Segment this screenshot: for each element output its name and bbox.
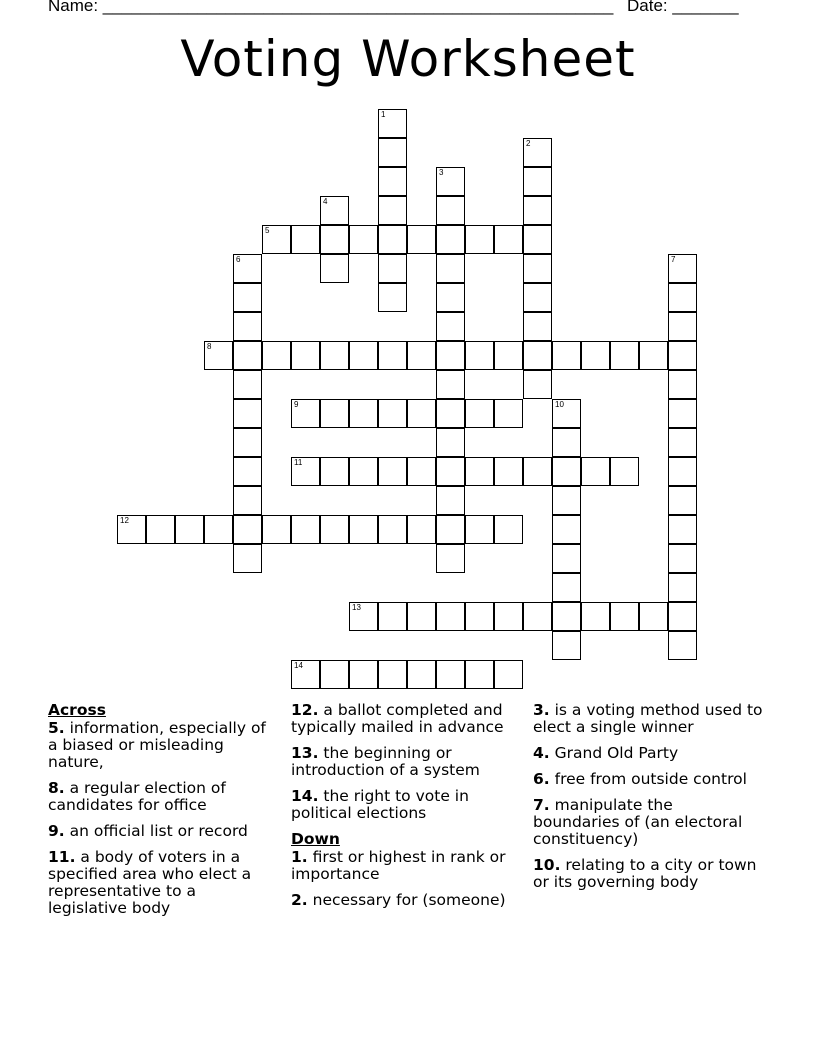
crossword-cell[interactable] <box>668 486 697 515</box>
crossword-cell[interactable] <box>320 225 349 254</box>
crossword-cell[interactable] <box>668 341 697 370</box>
clue-across-11 <box>48 849 278 917</box>
crossword-cell[interactable] <box>378 341 407 370</box>
cell-number: 4 <box>323 197 328 206</box>
crossword-cell[interactable] <box>262 341 291 370</box>
crossword-cell[interactable] <box>407 602 436 631</box>
crossword-cell[interactable] <box>436 254 465 283</box>
crossword-cell[interactable] <box>581 602 610 631</box>
crossword-cell[interactable] <box>436 283 465 312</box>
clue-number: 13. <box>291 744 319 762</box>
clue-number: 8. <box>48 779 65 797</box>
crossword-cell[interactable] <box>233 486 262 515</box>
crossword-cell[interactable] <box>291 399 320 428</box>
clue-across-14 <box>291 788 521 822</box>
crossword-cell[interactable] <box>407 660 436 689</box>
crossword-cell[interactable] <box>204 341 233 370</box>
down-heading: Down <box>291 830 340 848</box>
clue-down-7 <box>533 797 763 848</box>
crossword-cell[interactable] <box>552 631 581 660</box>
crossword-cell[interactable] <box>494 341 523 370</box>
crossword-cell[interactable] <box>378 109 407 138</box>
crossword-cell[interactable] <box>378 283 407 312</box>
crossword-cell[interactable] <box>552 428 581 457</box>
crossword-cell[interactable] <box>465 457 494 486</box>
crossword-cell[interactable] <box>320 254 349 283</box>
crossword-cell[interactable] <box>668 602 697 631</box>
clue-text: a ballot completed and typically mailed in advance <box>291 701 504 736</box>
crossword-cell[interactable] <box>610 457 639 486</box>
crossword-cell[interactable] <box>378 225 407 254</box>
crossword-cell[interactable] <box>117 515 146 544</box>
crossword-cell[interactable] <box>378 457 407 486</box>
cell-number: 9 <box>294 400 299 409</box>
crossword-cell[interactable] <box>610 341 639 370</box>
crossword-cell[interactable] <box>291 515 320 544</box>
cell-number: 6 <box>236 255 241 264</box>
clue-text: is a voting method used to elect a single winner <box>533 701 763 736</box>
clue-text: an official list or record <box>64 822 248 840</box>
clue-number: 7. <box>533 796 550 814</box>
clue-text: free from outside control <box>549 770 747 788</box>
crossword-cell[interactable] <box>465 660 494 689</box>
crossword-cell[interactable] <box>378 254 407 283</box>
clue-down-10 <box>533 857 763 891</box>
clue-number: 9. <box>48 822 65 840</box>
crossword-cell[interactable] <box>668 515 697 544</box>
crossword-cell[interactable] <box>436 196 465 225</box>
date-line[interactable]: Date: _______ <box>627 0 739 15</box>
clue-text: a body of voters in a specified area who elect a representative to a legislative body <box>48 848 252 917</box>
crossword-cell[interactable] <box>552 602 581 631</box>
crossword-cell[interactable] <box>552 544 581 573</box>
crossword-cell[interactable] <box>233 283 262 312</box>
clue-number: 2. <box>291 891 308 909</box>
crossword-cell[interactable] <box>552 515 581 544</box>
clue-text: the right to vote in political elections <box>291 787 469 822</box>
crossword-cell[interactable] <box>262 225 291 254</box>
crossword-cell[interactable] <box>668 428 697 457</box>
clue-across-13 <box>291 745 521 779</box>
crossword-cell[interactable] <box>610 602 639 631</box>
crossword-cell[interactable] <box>407 515 436 544</box>
crossword-cell[interactable] <box>233 341 262 370</box>
crossword-cell[interactable] <box>668 631 697 660</box>
crossword-cell[interactable] <box>436 544 465 573</box>
crossword-cell[interactable] <box>436 486 465 515</box>
crossword-cell[interactable] <box>523 312 552 341</box>
crossword-cell[interactable] <box>233 399 262 428</box>
crossword-cell[interactable] <box>523 167 552 196</box>
cell-number: 8 <box>207 342 212 351</box>
clue-text: a regular election of candidates for office <box>48 779 226 814</box>
crossword-cell[interactable] <box>349 399 378 428</box>
crossword-cell[interactable] <box>494 602 523 631</box>
crossword-cell[interactable] <box>668 399 697 428</box>
clue-number: 14. <box>291 787 319 805</box>
clue-across-5 <box>48 720 278 771</box>
crossword-cell[interactable] <box>523 602 552 631</box>
crossword-cell[interactable] <box>436 370 465 399</box>
clue-column-2 <box>291 702 521 918</box>
clue-across-12 <box>291 702 521 736</box>
clue-number: 11. <box>48 848 76 866</box>
crossword-cell[interactable] <box>552 399 581 428</box>
crossword-cell[interactable] <box>436 515 465 544</box>
clue-text: Grand Old Party <box>549 744 679 762</box>
cell-number: 3 <box>439 168 444 177</box>
clue-text: information, especially of a biased or misleading nature, <box>48 719 266 771</box>
crossword-cell[interactable] <box>378 399 407 428</box>
crossword-cell[interactable] <box>436 660 465 689</box>
across-heading: Across <box>48 701 106 719</box>
clue-down-2 <box>291 892 521 909</box>
crossword-cell[interactable] <box>668 573 697 602</box>
cell-number: 11 <box>294 458 303 467</box>
clue-down-1 <box>291 849 521 883</box>
cell-number: 7 <box>671 255 676 264</box>
crossword-cell[interactable] <box>436 225 465 254</box>
crossword-cell[interactable] <box>494 457 523 486</box>
crossword-cell[interactable] <box>175 515 204 544</box>
crossword-cell[interactable] <box>639 341 668 370</box>
clue-number: 1. <box>291 848 308 866</box>
clue-down-4 <box>533 745 763 762</box>
crossword-cell[interactable] <box>436 602 465 631</box>
crossword-cell[interactable] <box>262 515 291 544</box>
crossword-cell[interactable] <box>320 399 349 428</box>
crossword-cell[interactable] <box>523 138 552 167</box>
crossword-cell[interactable] <box>407 457 436 486</box>
cell-number: 10 <box>555 400 564 409</box>
crossword-cell[interactable] <box>668 283 697 312</box>
crossword-cell[interactable] <box>233 370 262 399</box>
cell-number: 14 <box>294 661 303 670</box>
crossword-cell[interactable] <box>233 457 262 486</box>
crossword-cell[interactable] <box>233 312 262 341</box>
crossword-cell[interactable] <box>378 138 407 167</box>
crossword-cell[interactable] <box>494 515 523 544</box>
crossword-cell[interactable] <box>436 399 465 428</box>
clue-number: 5. <box>48 719 65 737</box>
clue-number: 12. <box>291 701 319 719</box>
cell-number: 1 <box>381 110 386 119</box>
clue-column-1 <box>48 702 278 926</box>
crossword-cell[interactable] <box>233 254 262 283</box>
crossword-cell[interactable] <box>668 370 697 399</box>
crossword-cell[interactable] <box>378 515 407 544</box>
crossword-cell[interactable] <box>552 573 581 602</box>
crossword-cell[interactable] <box>436 341 465 370</box>
crossword-cell[interactable] <box>378 196 407 225</box>
clue-across-8 <box>48 780 278 814</box>
clue-text: relating to a city or town or its governing body <box>533 856 757 891</box>
crossword-cell[interactable] <box>668 457 697 486</box>
crossword-cell[interactable] <box>436 312 465 341</box>
crossword-cell[interactable] <box>320 341 349 370</box>
crossword-cell[interactable] <box>465 515 494 544</box>
cell-number: 12 <box>120 516 129 525</box>
clue-number: 6. <box>533 770 550 788</box>
crossword-cell[interactable] <box>552 486 581 515</box>
crossword-cell[interactable] <box>378 167 407 196</box>
crossword-cell[interactable] <box>349 457 378 486</box>
crossword-cell[interactable] <box>378 602 407 631</box>
cell-number: 5 <box>265 226 270 235</box>
clue-text: necessary for (someone) <box>307 891 506 909</box>
clue-number: 3. <box>533 701 550 719</box>
crossword-cell[interactable] <box>465 225 494 254</box>
crossword-cell[interactable] <box>233 515 262 544</box>
crossword-cell[interactable] <box>523 341 552 370</box>
crossword-cell[interactable] <box>233 428 262 457</box>
crossword-cell[interactable] <box>349 602 378 631</box>
crossword-cell[interactable] <box>349 660 378 689</box>
crossword-cell[interactable] <box>523 457 552 486</box>
crossword-cell[interactable] <box>349 225 378 254</box>
cell-number: 2 <box>526 139 531 148</box>
crossword-cell[interactable] <box>465 602 494 631</box>
crossword-cell[interactable] <box>378 660 407 689</box>
clue-text: the beginning or introduction of a system <box>291 744 480 779</box>
name-line[interactable]: Name: ______________________________________________________ <box>48 0 614 15</box>
crossword-cell[interactable] <box>494 660 523 689</box>
crossword-cell[interactable] <box>581 457 610 486</box>
clue-column-3 <box>533 702 763 900</box>
crossword-cell[interactable] <box>407 225 436 254</box>
crossword-cell[interactable] <box>523 196 552 225</box>
crossword-cell[interactable] <box>668 544 697 573</box>
clue-number: 10. <box>533 856 561 874</box>
cell-number: 13 <box>352 603 361 612</box>
crossword-cell[interactable] <box>552 457 581 486</box>
crossword-cell[interactable] <box>668 312 697 341</box>
crossword-cell[interactable] <box>291 660 320 689</box>
crossword-cell[interactable] <box>494 399 523 428</box>
crossword-cell[interactable] <box>668 254 697 283</box>
crossword-cell[interactable] <box>320 196 349 225</box>
crossword-cell[interactable] <box>291 457 320 486</box>
clue-down-6 <box>533 771 763 788</box>
crossword-cell[interactable] <box>494 225 523 254</box>
crossword-cell[interactable] <box>204 515 233 544</box>
crossword-cell[interactable] <box>291 341 320 370</box>
clue-across-9 <box>48 823 278 840</box>
clue-text: manipulate the boundaries of (an electoral constituency) <box>533 796 743 848</box>
crossword-cell[interactable] <box>523 370 552 399</box>
crossword-cell[interactable] <box>523 283 552 312</box>
page-title: Voting Worksheet <box>180 30 636 88</box>
crossword-cell[interactable] <box>465 341 494 370</box>
crossword-cell[interactable] <box>436 457 465 486</box>
crossword-cell[interactable] <box>320 457 349 486</box>
crossword-cell[interactable] <box>407 341 436 370</box>
crossword-cell[interactable] <box>407 399 436 428</box>
crossword-cell[interactable] <box>523 254 552 283</box>
crossword-cell[interactable] <box>291 225 320 254</box>
crossword-cell[interactable] <box>320 515 349 544</box>
crossword-cell[interactable] <box>349 515 378 544</box>
crossword-cell[interactable] <box>436 167 465 196</box>
crossword-cell[interactable] <box>233 544 262 573</box>
crossword-cell[interactable] <box>639 602 668 631</box>
crossword-cell[interactable] <box>552 341 581 370</box>
crossword-cell[interactable] <box>436 428 465 457</box>
clue-text: first or highest in rank or importance <box>291 848 506 883</box>
crossword-cell[interactable] <box>523 225 552 254</box>
crossword-cell[interactable] <box>320 660 349 689</box>
crossword-cell[interactable] <box>349 341 378 370</box>
crossword-cell[interactable] <box>146 515 175 544</box>
clue-down-3 <box>533 702 763 736</box>
crossword-cell[interactable] <box>465 399 494 428</box>
crossword-cell[interactable] <box>581 341 610 370</box>
clue-number: 4. <box>533 744 550 762</box>
